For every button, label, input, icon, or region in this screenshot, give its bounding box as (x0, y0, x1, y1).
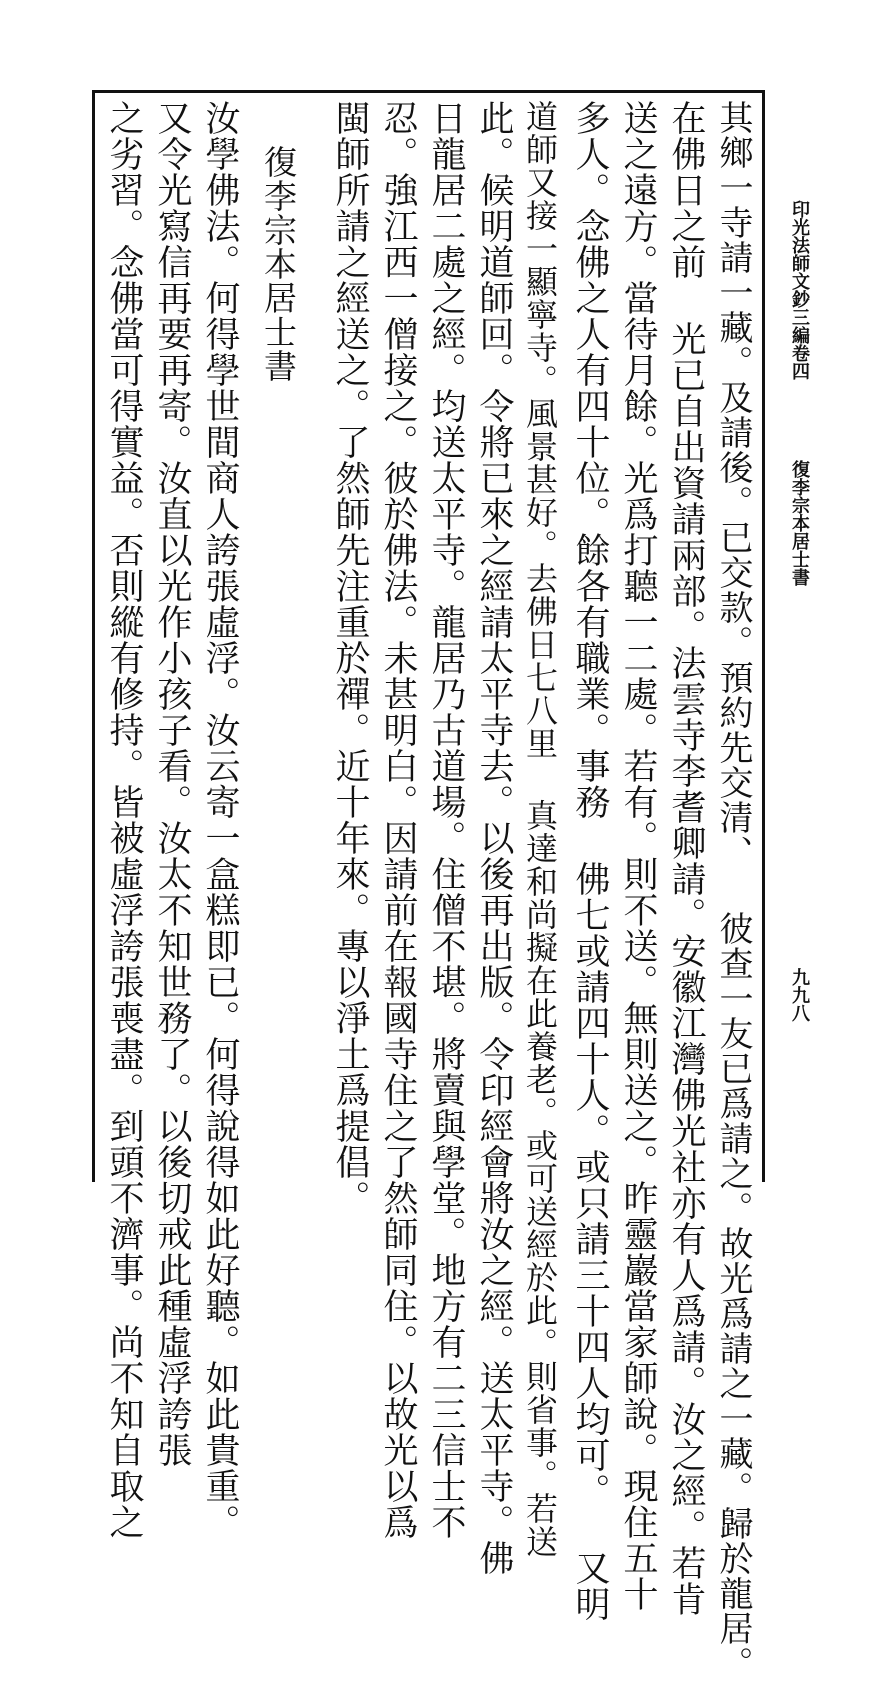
letter-heading: 復李宗本居士書 (259, 145, 298, 383)
page-number: 九九八 (789, 968, 810, 1022)
left-border-rule (92, 90, 95, 1182)
text-column-11: 又令光寫信再要再寄。汝直以光作小孩子看。汝太不知世務了。以後切戒此種虛浮誇張 (152, 100, 192, 1468)
text-column-8: 忍。強江西一僧接之。彼於佛法。未甚明白。因請前在報國寺住之了然師同住。以故光以爲 (378, 100, 418, 1540)
text-column-1: 其鄉一寺請一藏。及請後。已交款。預約先交清、 彼查一友已爲請之。故光爲請之一藏。歸於龍居。 (713, 100, 753, 1681)
text-column-9: 閩師所請之經送之。了然師先注重於禪。近十年來。專以淨土爲提倡。 (330, 100, 370, 1216)
text-column-5: 道師又接一顯寧寺。風景甚好。去佛日七八里 真達和尚擬在此養老。或可送經於此。則省事。若送 (521, 100, 559, 1558)
text-column-12: 之劣習。念佛當可得實益。否則縱有修持。皆被虛浮誇張喪盡。到頭不濟事。尚不知自取之 (104, 100, 144, 1540)
text-column-10: 汝學佛法。何得學世間商人誇張虛浮。汝云寄一盒糕即已。何得說得如此好聽。如此貴重。 (200, 100, 240, 1540)
text-column-3: 送之遠方。當待月餘。光爲打聽一二處。若有。則不送。無則送之。昨靈巖當家師說。現住五十 (618, 100, 658, 1612)
running-section-title: 復李宗本居士書 (789, 460, 810, 586)
text-column-2: 在佛日之前 光已自出資請兩部。法雲寺李耆卿請。安徽江灣佛光社亦有人爲請。汝之經。若肯 (666, 100, 706, 1617)
text-column-7: 日龍居二處之經。均送太平寺。龍居乃古道場。住僧不堪。將賣與學堂。地方有二三信士不 (426, 100, 466, 1540)
book-title: 印光法師文鈔三編卷四 (789, 200, 810, 380)
text-column-6: 此。候明道師回。令將已來之經請太平寺去。以後再出版。令印經會將汝之經。送太平寺。佛 (474, 100, 514, 1576)
text-column-4: 多人。念佛之人有四十位。餘各有職業。事務 佛七或請四十人。或只請三十四人均可。 又明 (570, 100, 610, 1622)
right-border-rule (762, 90, 765, 1182)
top-border-rule (92, 90, 764, 93)
